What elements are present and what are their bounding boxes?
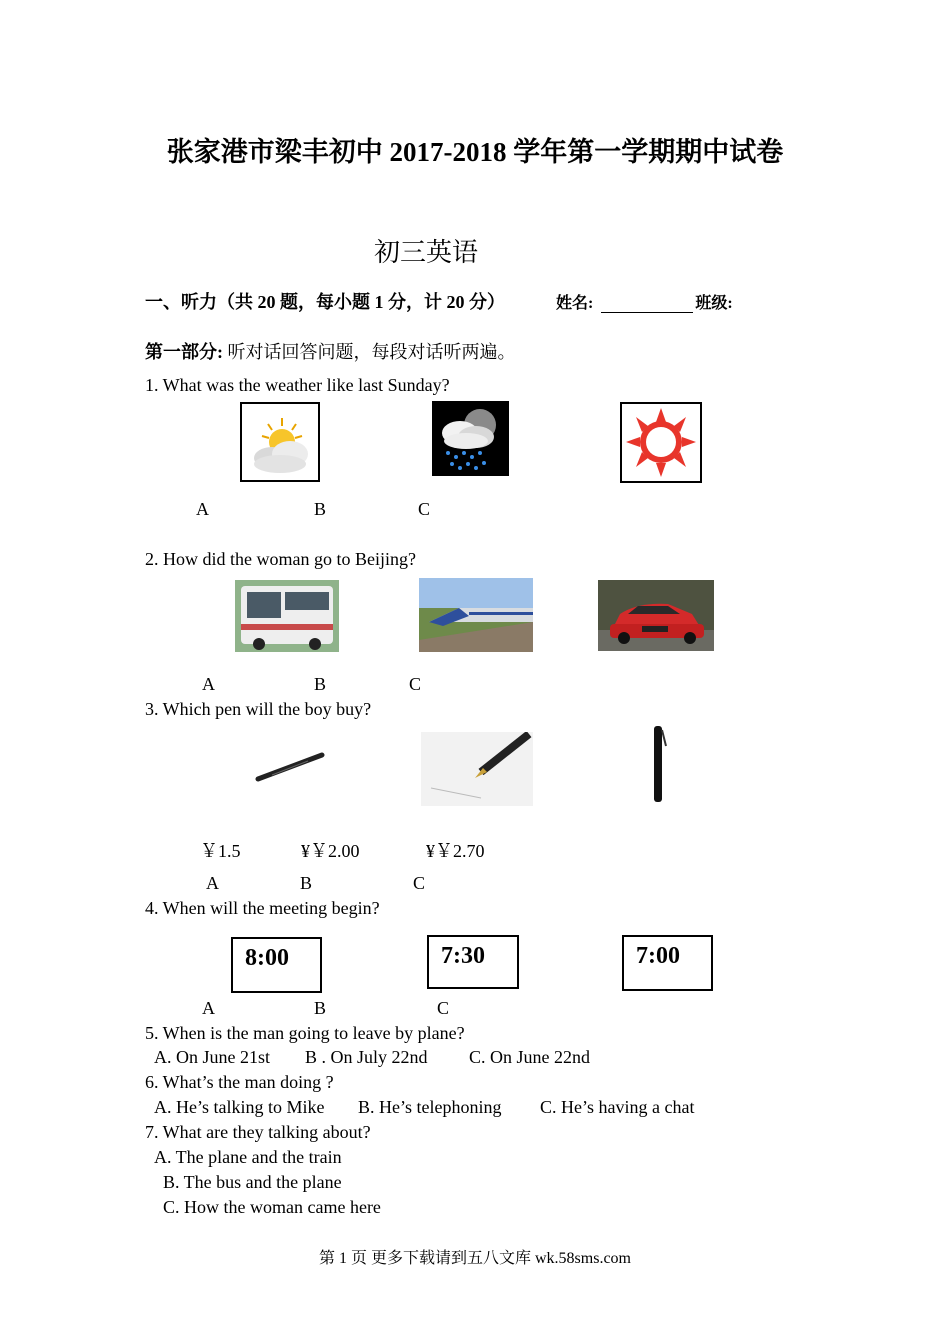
q7-option-a: A. The plane and the train <box>154 1147 342 1167</box>
q5-option-b: B . On July 22nd <box>305 1047 428 1067</box>
page-footer: 第 1 页 更多下载请到五八文库 wk.58sms.com <box>318 1250 631 1267</box>
question-6: 6. What’s the man doing ? <box>145 1072 334 1092</box>
q3-price-b: ¥￥2.00 <box>301 841 360 861</box>
partly-cloudy-image <box>240 402 320 482</box>
time-box-c: 7:00 <box>622 935 713 991</box>
question-5: 5. When is the man going to leave by plane? <box>145 1023 465 1043</box>
car-image <box>598 580 714 651</box>
part-heading-label: 第一部分: <box>145 342 223 362</box>
time-box-a: 8:00 <box>231 937 322 993</box>
part-heading <box>145 338 516 364</box>
q1-option-a: A <box>196 499 209 519</box>
q4-option-a: A <box>202 998 215 1018</box>
q3-option-b: B <box>300 873 313 893</box>
marker-pen-image <box>624 722 696 804</box>
q2-option-c: C <box>409 674 422 694</box>
section-heading: 一、听力（共 20 题，每小题 1 分，计 20 分） <box>145 292 505 312</box>
class-label: 班级: <box>695 295 733 312</box>
q1-option-b: B <box>314 499 327 519</box>
q5-option-c: C. On June 22nd <box>469 1047 590 1067</box>
fountain-pen-image <box>421 732 533 806</box>
q3-option-a: A <box>206 873 219 893</box>
q3-price-c: ¥￥2.70 <box>426 841 485 861</box>
q6-option-a: A. He’s talking to Mike <box>154 1097 325 1117</box>
rainy-image <box>432 401 509 476</box>
q3-option-c: C <box>413 873 426 893</box>
sunny-image <box>620 402 702 483</box>
name-blank[interactable] <box>601 297 693 313</box>
q5-option-a: A. On June 21st <box>154 1047 270 1067</box>
part-heading-instructions: 听对话回答问题，每段对话听两遍。 <box>227 342 516 362</box>
train-image <box>419 578 533 652</box>
q1-option-c: C <box>418 499 431 519</box>
question-3: 3. Which pen will the boy buy? <box>145 699 372 719</box>
q3-price-a: ￥1.5 <box>200 841 241 861</box>
name-label: 姓名: <box>556 295 594 312</box>
q6-option-b: B. He’s telephoning <box>358 1097 502 1117</box>
page-title: 张家港市梁丰初中 2017-2018 学年第一学期期中试卷 <box>166 137 784 167</box>
q4-option-c: C <box>437 998 450 1018</box>
question-4: 4. When will the meeting begin? <box>145 898 380 918</box>
ballpoint-pen-image <box>252 745 328 787</box>
bus-image <box>235 580 339 652</box>
time-box-b: 7:30 <box>427 935 519 989</box>
q7-option-c: C. How the woman came here <box>163 1197 381 1217</box>
q2-option-a: A <box>202 674 215 694</box>
q7-option-b: B. The bus and the plane <box>163 1172 342 1192</box>
page-subtitle: 初三英语 <box>374 238 479 267</box>
question-2: 2. How did the woman go to Beijing? <box>145 549 416 569</box>
name-field <box>556 290 733 313</box>
q2-option-b: B <box>314 674 327 694</box>
question-7: 7. What are they talking about? <box>145 1122 371 1142</box>
question-1: 1. What was the weather like last Sunday? <box>145 375 450 395</box>
q6-option-c: C. He’s having a chat <box>540 1097 695 1117</box>
q4-option-b: B <box>314 998 327 1018</box>
